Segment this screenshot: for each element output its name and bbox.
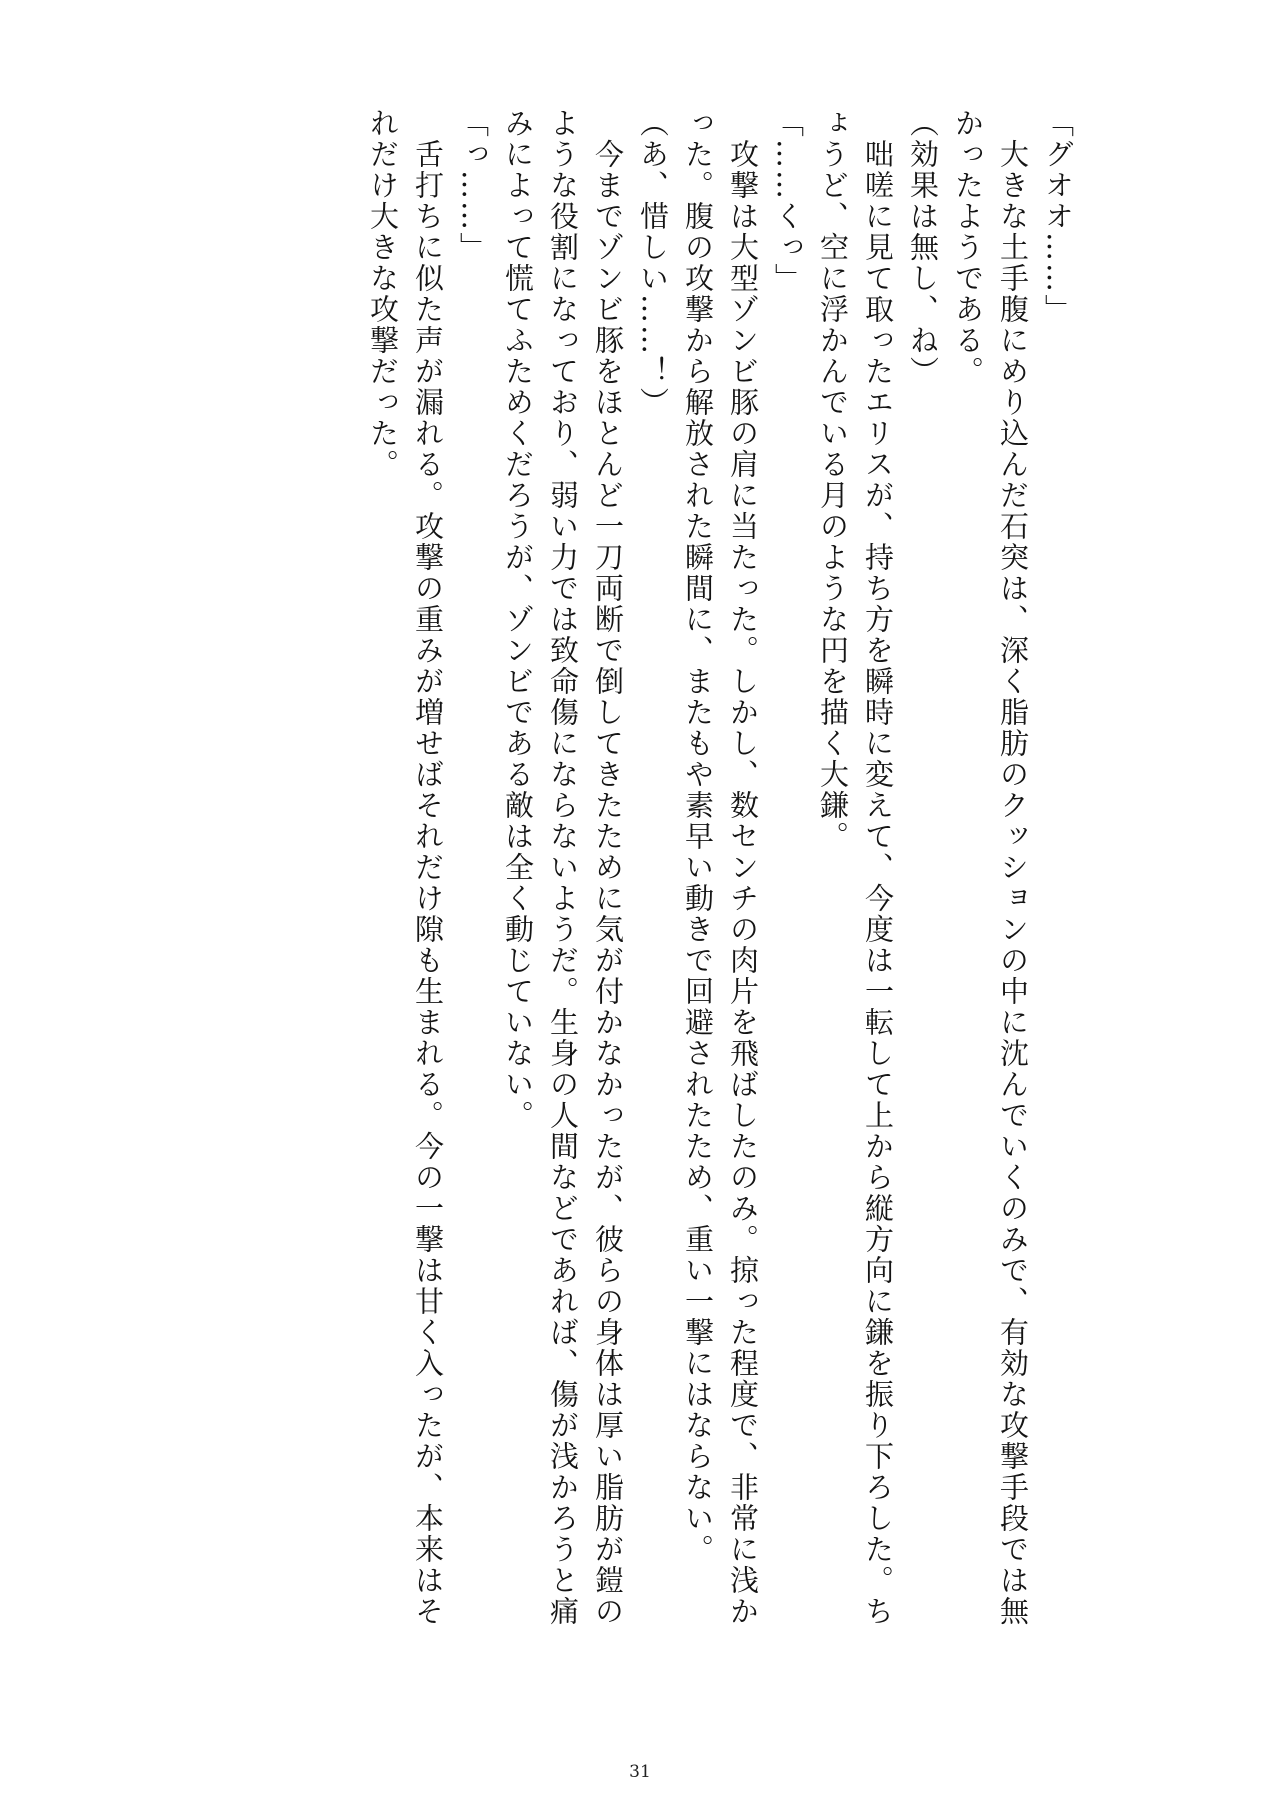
paragraph-3: （効果は無し、ね） bbox=[906, 108, 940, 387]
paragraph-6: 攻撃は大型ゾンビ豚の肩に当たった。しかし、数センチの肉片を飛ばしたのみ。掠った程度で、非常に浅かった。腹の攻撃から解放された瞬間に、またもや素早い動きで回避されたため、重い一撃にはならない。 bbox=[681, 108, 760, 1627]
paragraph-9: 「っ……」 bbox=[456, 108, 490, 263]
paragraph-1: 「グオオ……」 bbox=[1041, 108, 1075, 325]
vertical-text-body bbox=[180, 108, 1080, 1628]
paragraph-5: 「……くっ」 bbox=[771, 108, 805, 294]
paragraph-7: （あ、惜しい……！） bbox=[636, 108, 670, 418]
paragraph-10: 舌打ちに似た声が漏れる。攻撃の重みが増せばそれだけ隙も生まれる。今の一撃は甘く入ったが、本来はそれだけ大きな攻撃だった。 bbox=[366, 108, 445, 1627]
paragraph-4: 咄嗟に見て取ったエリスが、持ち方を瞬時に変えて、今度は一転して上から縦方向に鎌を振り下ろした。ちょうど、空に浮かんでいる月のような円を描く大鎌。 bbox=[816, 108, 895, 1627]
paragraph-2: 大きな土手腹にめり込んだ石突は、深く脂肪のクッションの中に沈んでいくのみで、有効な攻撃手段では無かったようである。 bbox=[951, 108, 1030, 1627]
paragraph-8: 今までゾンビ豚をほとんど一刀両断で倒してきたために気が付かなかったが、彼らの身体は厚い脂肪が鎧のような役割になっており、弱い力では致命傷にならないようだ。生身の人間などであれば、傷が浅かろうと痛みによって慌てふためくだろうが、ゾンビである敵は全く動じていない。 bbox=[501, 108, 625, 1627]
page-number: 31 bbox=[629, 1762, 651, 1782]
